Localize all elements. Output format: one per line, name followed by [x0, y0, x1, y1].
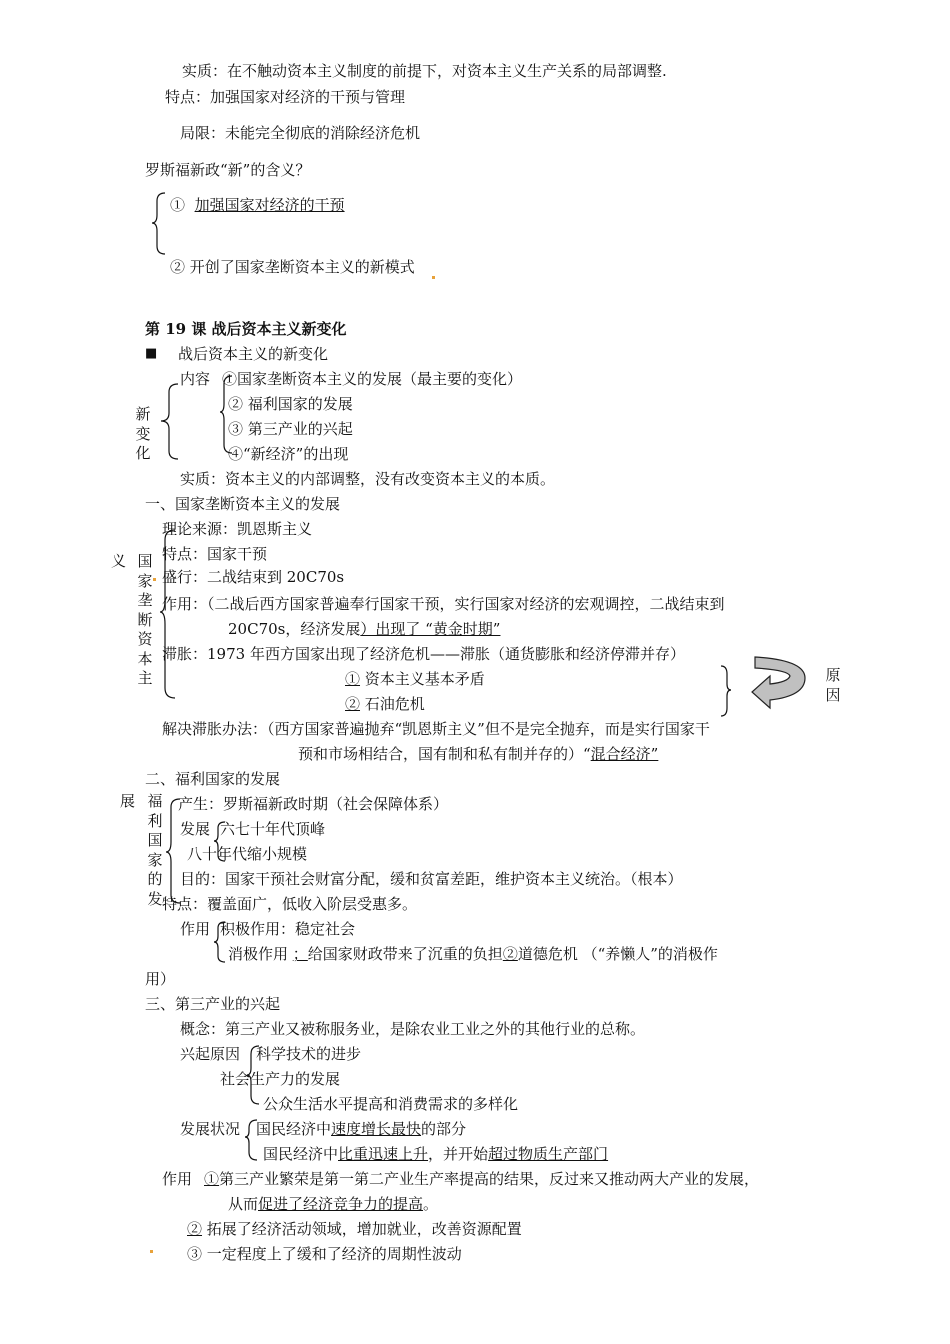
welfare-positive: 积极作用：稳定社会: [220, 920, 356, 938]
left-brace: [160, 530, 175, 698]
section2-heading: 二、福利国家的发展: [145, 770, 281, 788]
welfare-features: 特点：覆盖面广，低收入阶层受惠多。: [162, 895, 418, 913]
section1-feature: 特点：国家干预: [162, 545, 268, 563]
bullet-square: ■: [145, 346, 158, 361]
left-brace: [214, 922, 225, 962]
tertiary-effect-3: ③ 一定程度上了缓和了经济的周期性波动: [187, 1245, 462, 1263]
section2-vertical-label: 福利国家的发: [147, 792, 163, 908]
rise-reason-2: 社会生产力的发展: [220, 1070, 341, 1088]
stagflation-line: 滞胀：1973 年西方国家出现了经济危机——滞胀（通货膨胀和经济停滞并存）: [162, 645, 685, 663]
welfare-negative-cont: 用）: [145, 970, 176, 988]
rise-reason-1: 科学技术的进步: [256, 1045, 362, 1063]
left-brace: [247, 1046, 259, 1104]
section3-heading: 三、第三产业的兴起: [145, 995, 281, 1013]
change-item-4: ④“新经济”的出现: [228, 445, 349, 463]
left-brace: [220, 376, 232, 453]
essence-line: 实质：在不触动资本主义制度的前提下，对资本主义生产关系的局部调整.: [182, 62, 667, 80]
welfare-effect-label: 作用: [180, 920, 211, 938]
dev-status-label: 发展状况: [180, 1120, 241, 1138]
section1-effect-line2: 20C70s，经济发展）出现了 “黄金时期”: [228, 620, 501, 638]
tertiary-effect-label: 作用: [162, 1170, 193, 1188]
tertiary-effect-1-cont: 从而促进了经济竞争力的提高。: [228, 1195, 439, 1213]
theory-source: 理论来源：凯恩斯主义: [162, 520, 313, 538]
content-label: 内容: [180, 370, 211, 388]
welfare-dev-1: 六七十年代顶峰: [220, 820, 326, 838]
dev-status-2: 国民经济中比重迅速上升，并开始超过物质生产部门: [263, 1145, 609, 1163]
curved-arrow-icon: [752, 657, 805, 708]
dev-status-1: 国民经济中速度增长最快的部分: [256, 1120, 467, 1138]
left-brace: [166, 799, 180, 903]
change-item-1: ①国家垄断资本主义的发展（最主要的变化）: [222, 370, 523, 388]
tertiary-concept: 概念：第三产业又被称服务业，是除农业工业之外的其他行业的总称。: [180, 1020, 646, 1038]
tertiary-effect-2: ② 拓展了经济活动领域，增加就业，改善资源配置: [187, 1220, 522, 1238]
lesson-subtitle: 战后资本主义的新变化: [178, 345, 329, 363]
solution-line2: 预和市场相结合，国有制和私有制并存的）“混合经济”: [298, 745, 659, 763]
welfare-dev-label: 发展: [180, 820, 211, 838]
section2-side-char: 展: [120, 792, 136, 810]
section1-heading: 一、国家垄断资本主义的发展: [145, 495, 341, 513]
cause-label: 原因: [825, 666, 841, 704]
rise-reason-3: 公众生活水平提高和消费需求的多样化: [263, 1095, 519, 1113]
rise-reason-label: 兴起原因: [180, 1045, 241, 1063]
limit-line: 局限：未能完全彻底的消除经济危机: [180, 124, 421, 142]
welfare-origin: 产生：罗斯福新政时期（社会保障体系）: [178, 795, 449, 813]
right-brace: [721, 666, 731, 716]
solution-line1: 解决滞胀办法：（西方国家普遍抛弃“凯恩斯主义”但不是完全抛弃，而是实行国家干: [162, 720, 710, 738]
new-meaning-item-1: ① 加强国家对经济的干预: [170, 196, 345, 214]
lesson-essence: 实质：资本主义的内部调整，没有改变资本主义的本质。: [180, 470, 556, 488]
left-brace: [152, 193, 165, 254]
stagflation-cause-2: ② 石油危机: [345, 695, 425, 713]
feature-line: 特点：加强国家对经济的干预与管理: [165, 88, 406, 106]
change-item-3: ③ 第三产业的兴起: [228, 420, 353, 438]
section1-side-char: 义: [111, 552, 127, 570]
section1-vertical-label: 国家垄断资本主: [137, 552, 153, 687]
change-item-2: ② 福利国家的发展: [228, 395, 353, 413]
section1-effect-line1: 作用：（二战后西方国家普遍奉行国家干预，实行国家对经济的宏观调控，二战结束到: [162, 595, 725, 613]
new-meaning-question: 罗斯福新政“新”的含义？: [145, 161, 311, 179]
left-brace: [214, 822, 225, 861]
left-brace: [161, 384, 178, 459]
welfare-dev-2: 八十年代缩小规模: [187, 845, 308, 863]
lesson-title: 第 19 课 战后资本主义新变化: [145, 320, 347, 338]
new-change-label: 新变化: [135, 405, 151, 462]
welfare-negative: 消极作用 ；给国家财政带来了沉重的负担②道德危机 （“养懒人”的消极作: [228, 945, 718, 963]
new-meaning-item-2: ② 开创了国家垄断资本主义的新模式: [170, 258, 415, 276]
section1-popular: 盛行：二战结束到 20C70s: [162, 568, 345, 586]
stagflation-cause-1: ① 资本主义基本矛盾: [345, 670, 485, 688]
welfare-purpose: 目的：国家干预社会财富分配，缓和贫富差距，维护资本主义统治。（根本）: [180, 870, 683, 888]
left-brace: [245, 1120, 257, 1160]
tertiary-effect-1: ①第三产业繁荣是第一第二产业生产率提高的结果，反过来又推动两大产业的发展，: [204, 1170, 760, 1188]
